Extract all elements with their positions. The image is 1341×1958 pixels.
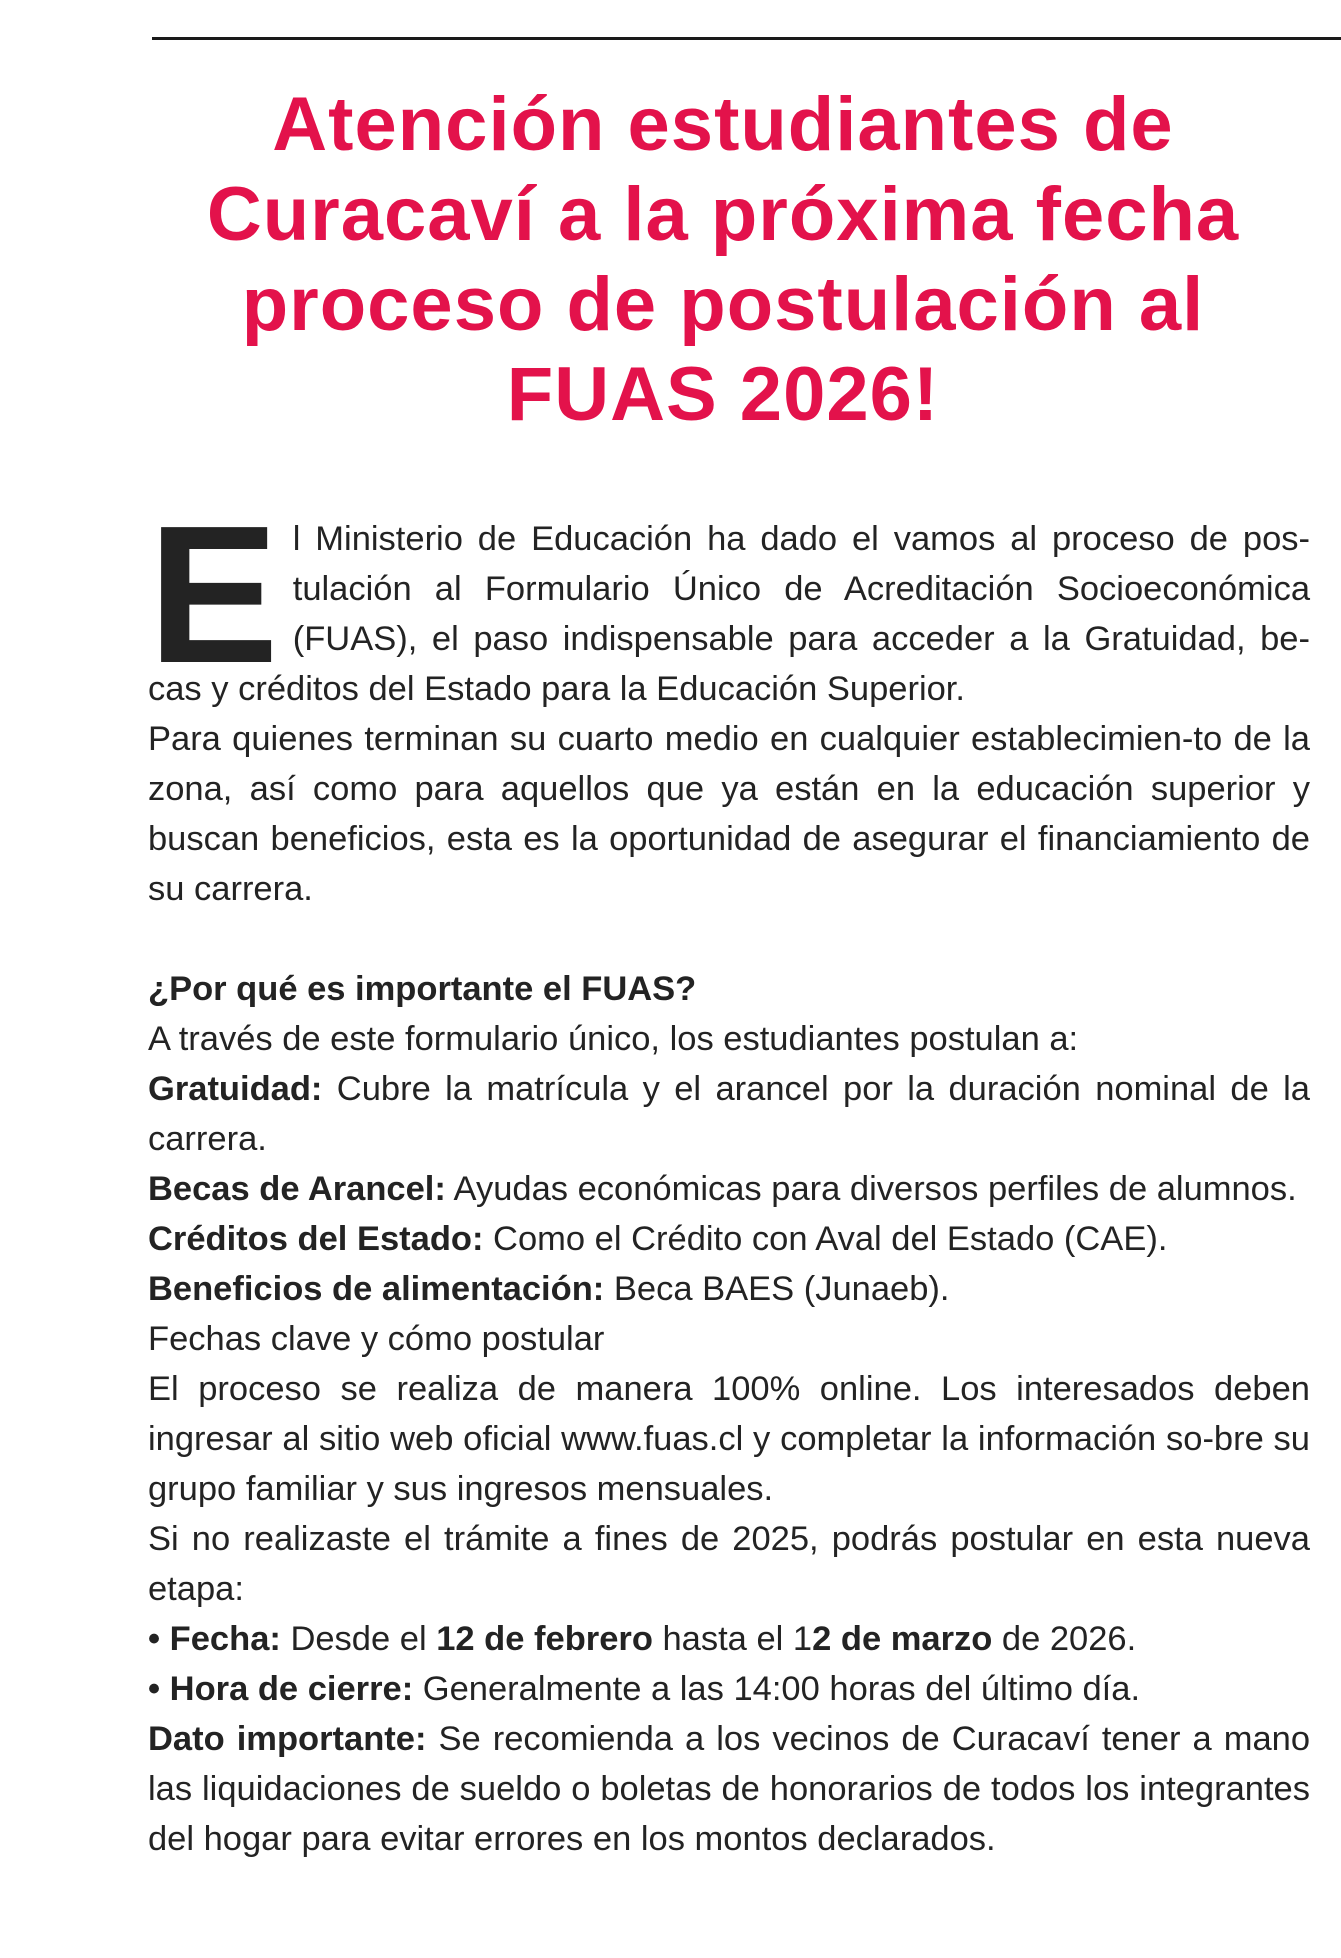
benefit-term: Créditos del Estado: xyxy=(148,1220,484,1258)
bullet-marker: • xyxy=(148,1670,170,1708)
bullet-text: hasta el 1 xyxy=(652,1620,813,1658)
benefit-item-becas xyxy=(148,1164,1310,1214)
bullet-text: Desde el xyxy=(280,1620,437,1658)
bullet-term: Fecha: xyxy=(169,1620,281,1658)
dates-heading: Fechas clave y cómo postular xyxy=(148,1320,605,1358)
why-heading: ¿Por qué es importante el FUAS? xyxy=(148,970,697,1008)
dates-paragraph-2: Si no realizaste el trámite a fines de 2025, podrás postular en esta nueva etapa: xyxy=(148,1520,1310,1608)
bullet-text: Generalmente a las 14:00 horas del último día. xyxy=(413,1670,1141,1708)
benefit-term: Gratuidad: xyxy=(148,1070,323,1108)
headline-line-3: proceso de postulación al xyxy=(241,262,1205,347)
bullet-hora-cierre xyxy=(148,1664,1310,1714)
why-lead: A través de este formulario único, los estudiantes postulan a: xyxy=(148,1020,1079,1058)
section-gap xyxy=(148,914,1310,964)
headline-line-4: FUAS 2026! xyxy=(506,352,940,437)
bullet-text: de 2026. xyxy=(992,1620,1137,1658)
drop-cap: E xyxy=(148,485,279,704)
bullet-fecha xyxy=(148,1614,1310,1664)
benefit-text: Beca BAES (Junaeb). xyxy=(604,1270,950,1308)
intro-paragraph-1-text: l Ministerio de Educación ha dado el vamos al proceso de pos-tulación al Formulario Único de Acreditación Socioeconómica (FUAS), el paso indispensable para acceder a la Gratuidad, be-cas y créditos del Estado para la Educación Superior. xyxy=(148,520,1310,708)
date-end: 2 de marzo xyxy=(812,1620,993,1658)
benefit-text: Como el Crédito con Aval del Estado (CAE). xyxy=(483,1220,1168,1258)
dates-paragraph-1: El proceso se realiza de manera 100% online. Los interesados deben ingresar al sitio web oficial www.fuas.cl y completar la información so-bre su grupo familiar y sus ingresos mensuales. xyxy=(148,1370,1310,1508)
benefit-item-gratuidad xyxy=(148,1064,1310,1164)
headline xyxy=(148,80,1298,440)
important-note xyxy=(148,1714,1310,1864)
headline-line-1: Atención estudiantes de xyxy=(272,82,1174,167)
benefit-item-creditos xyxy=(148,1214,1310,1264)
benefit-term: Beneficios de alimentación: xyxy=(148,1270,605,1308)
benefit-term: Becas de Arancel: xyxy=(148,1170,446,1208)
bullet-term: Hora de cierre: xyxy=(169,1670,414,1708)
benefit-item-alimentacion xyxy=(148,1264,1310,1314)
date-start: 12 de febrero xyxy=(436,1620,653,1658)
article-body xyxy=(148,485,1311,1864)
intro-paragraph-2: Para quienes terminan su cuarto medio en cualquier establecimien-to de la zona, así como para aquellos que ya están en la educación superior y buscan beneficios, esta es la oportunidad de asegurar el financiamiento de su carrera. xyxy=(148,720,1310,908)
benefit-text: Cubre la matrícula y el arancel por la duración nominal de la carrera. xyxy=(148,1070,1310,1158)
important-term: Dato importante: xyxy=(148,1720,427,1758)
important-text: Se recomienda a los vecinos de Curacaví tener a mano las liquidaciones de sueldo o boletas de honorarios de todos los integrantes del hogar para evitar errores en los montos declarados. xyxy=(148,1720,1311,1858)
bullet-marker: • xyxy=(148,1620,170,1658)
headline-line-2: Curacaví a la próxima fecha xyxy=(206,172,1240,257)
top-rule xyxy=(152,37,1341,40)
benefit-text: Ayudas económicas para diversos perfiles de alumnos. xyxy=(445,1170,1297,1208)
intro-paragraph-1 xyxy=(148,485,1310,714)
